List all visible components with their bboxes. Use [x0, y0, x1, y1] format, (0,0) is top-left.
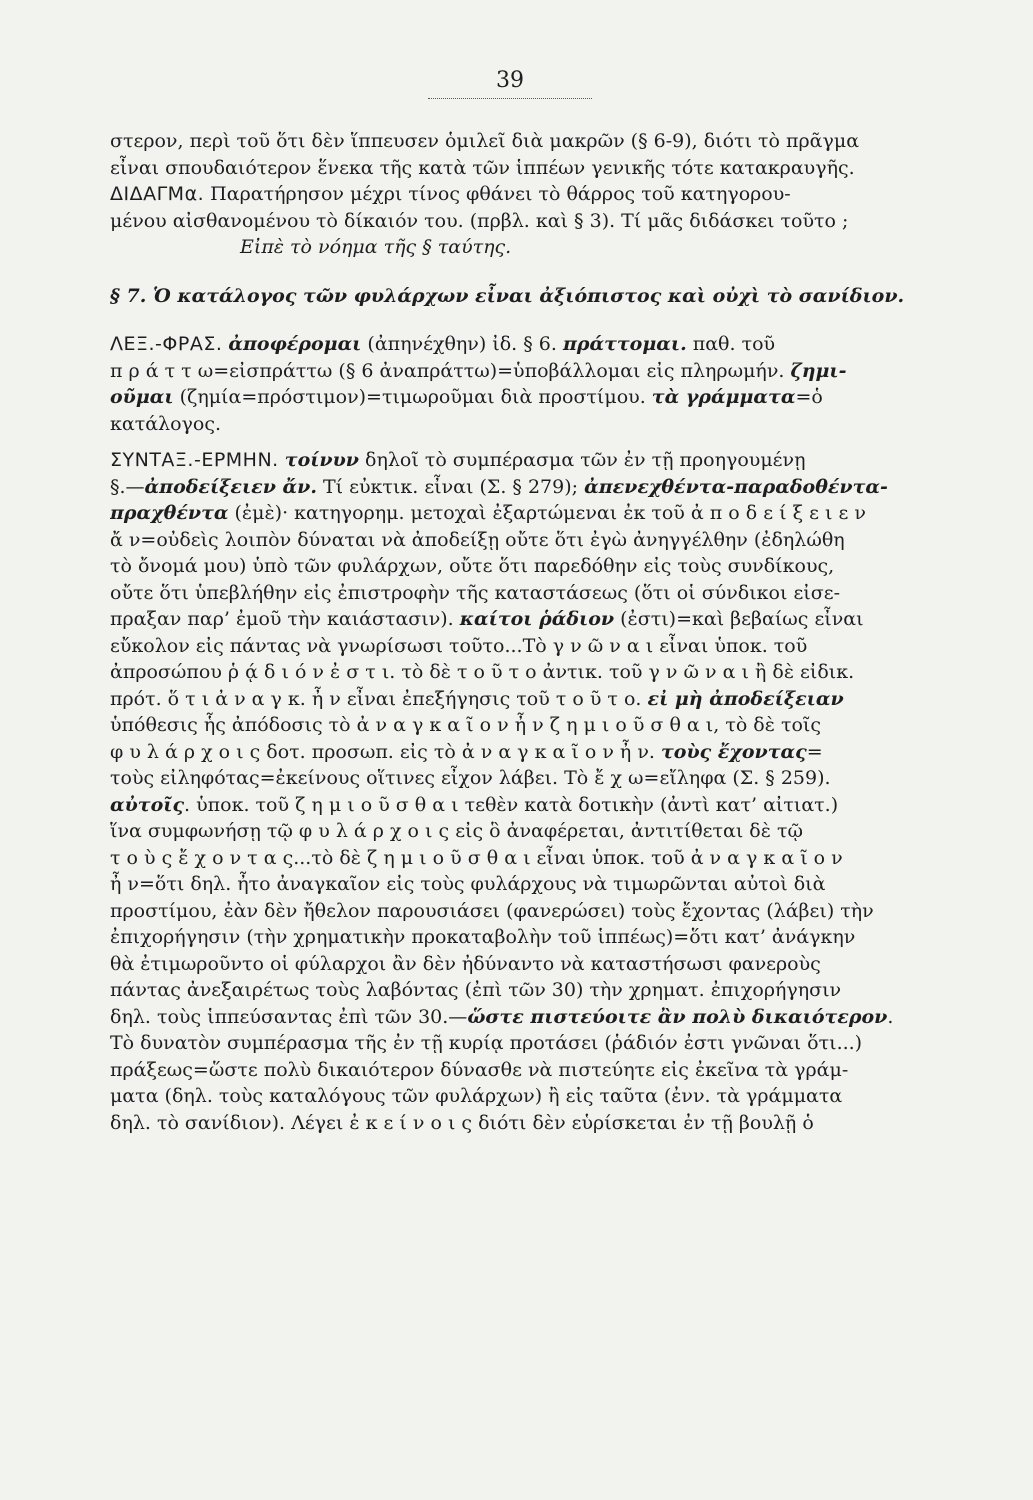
text-line	[110, 924, 930, 951]
text-run: μένου αἰσθανομένου τὸ δίκαιόν του. (πρβλ. καὶ § 3). Τί μᾶς διδάσκει τοῦτο ;	[110, 209, 849, 232]
text-line	[110, 871, 930, 898]
text-run: τὸ ὄνομά μου) ὑπὸ τῶν φυλάρχων, οὔτε ὅτι παρεδόθην εἰς τοὺς συνδίκους,	[110, 555, 835, 577]
bold-italic-run: τοίνυν	[284, 449, 359, 471]
text-run: φ υ λ ά ρ χ ο ι ς δοτ. προσωπ. εἰς τὸ ἀ ν α γ κ α ῖ ο ν ἦ ν.	[110, 740, 661, 763]
body-text	[110, 128, 930, 1136]
text-line	[110, 527, 930, 554]
text-run: ματα (δηλ. τοὺς καταλόγους τῶν φυλάρχων) ἢ εἰς ταῦτα (ἐνν. τὰ γράμματα	[110, 1085, 843, 1107]
bold-italic-run: πραχθέντα	[110, 502, 229, 524]
text-line	[110, 818, 930, 845]
text-run: Τί εὐκτικ. εἶναι (Σ. § 279);	[316, 475, 585, 498]
syntax-line	[110, 447, 930, 474]
text-run: πραξαν παρ’ ἐμοῦ τὴν καιάστασιν).	[110, 608, 460, 630]
text-line	[110, 977, 930, 1004]
text-run: ὑπόθεσις ἧς ἀπόδοσις τὸ ἀ ν α γ κ α ῖ ο ν ἦ ν ζ η μ ι ο ῦ σ θ α ι, τὸ δὲ τοῖς	[110, 714, 822, 736]
text-line	[110, 1004, 930, 1031]
lex-line	[110, 331, 930, 358]
bold-italic-run: τὰ γράμματα	[651, 386, 796, 408]
text-run: Παρατήρησον μέχρι τίνος φθάνει τὸ θάρρος τοῦ κατηγορου-	[204, 183, 791, 205]
bold-italic-run: ἀπενεχθέντα-παραδοθέντα-	[584, 475, 888, 498]
text-line	[110, 792, 930, 819]
text-line	[110, 208, 930, 235]
text-line	[110, 474, 930, 501]
text-run: δηλ. τοὺς ἱππεύσαντας ἐπὶ τῶν 30.—	[110, 1005, 468, 1028]
text-run: ἐπιχορήγησιν (τὴν χρηματικὴν προκαταβολὴν τοῦ ἱππέως)=ὅτι κατ’ ἀνάγκην	[110, 926, 856, 948]
didagma-line	[110, 181, 930, 208]
text-line	[110, 500, 930, 527]
bold-italic-run: ὥστε πιστεύοιτε ἂν πολὺ δικαιότερον	[467, 1005, 888, 1028]
bold-italic-run: καίτοι ῥάδιον	[459, 608, 615, 630]
page-number: 39	[496, 68, 524, 93]
bold-italic-run: ἀποφέρομαι	[228, 333, 362, 355]
bold-italic-run: αὐτοῖς	[110, 793, 185, 816]
text-run: θὰ ἐτιμωροῦντο οἱ φύλαρχοι ἂν δὲν ἠδύναντο νὰ καταστήσωσι φανεροὺς	[110, 952, 821, 975]
text-line	[110, 411, 930, 438]
text-line	[110, 633, 930, 660]
text-run: =	[806, 740, 823, 763]
bold-italic-run: ἀποδείξειεν ἄν.	[144, 475, 317, 498]
text-run: . ὑποκ. τοῦ ζ η μ ι ο ῦ σ θ α ι τεθὲν κατὰ δοτικὴν (ἀντὶ κατ’ αἰτιατ.)	[184, 793, 839, 816]
italic-run: Εἰπὲ τὸ νόημα τῆς § ταύτης.	[240, 236, 512, 258]
text-run: στερον, περὶ τοῦ ὅτι δὲν ἵππευσεν ὁμιλεῖ διὰ μακρῶν (§ 6-9), διότι τὸ πρᾶγμα	[110, 130, 860, 152]
bold-italic-run: τοὺς ἔχοντας	[660, 740, 807, 763]
text-run: §.—	[110, 475, 145, 498]
text-line	[110, 951, 930, 978]
text-run: ἀπροσώπου ῥ ᾴ δ ι ό ν ἐ σ τ ι. τὸ δὲ τ ο ῦ τ ο ἀντικ. τοῦ γ ν ῶ ν α ι ἢ δὲ εἰδικ.	[110, 661, 855, 683]
text-run: εὔκολον εἰς πάντας νὰ γνωρίσωσι τοῦτο...Τὸ γ ν ῶ ν α ι εἶναι ὑποκ. τοῦ	[110, 634, 808, 657]
text-line	[110, 898, 930, 925]
text-run: (ἐμὲ)· κατηγορημ. μετοχαὶ ἐξαρτώμεναι ἐκ τοῦ ἀ π ο δ ε ί ξ ε ι ε ν	[228, 502, 866, 524]
text-line	[110, 1057, 930, 1084]
bold-italic-run: πράττομαι.	[562, 333, 687, 355]
text-line	[110, 234, 930, 261]
text-line	[110, 686, 930, 713]
text-run: πρότ. ὅ τ ι ἀ ν α γ κ. ἦ ν εἶναι ἐπεξήγησις τοῦ τ ο ῦ τ ο.	[110, 687, 648, 710]
text-line	[110, 765, 930, 792]
text-line	[110, 1030, 930, 1057]
text-run: .	[887, 1005, 894, 1028]
text-run: δηλ. τὸ σανίδιον). Λέγει ἐ κ ε ί ν ο ι ς διότι δὲν εὑρίσκεται ἐν τῇ βουλῇ ὁ	[110, 1111, 814, 1134]
text-run: προστίμου, ἐὰν δὲν ἤθελον παρουσιάσει (φανερώσει) τοὺς ἔχοντας (λάβει) τὴν	[110, 899, 874, 922]
text-line	[110, 1083, 930, 1110]
text-line	[110, 580, 930, 607]
text-run: ἄ ν=οὐδεὶς λοιπὸν δύναται νὰ ἀποδείξῃ οὔτε ὅτι ἐγὼ ἀνηγγέλθην (ἐδηλώθη	[110, 528, 845, 551]
text-line	[110, 739, 930, 766]
text-line	[110, 553, 930, 580]
text-run: κατάλογος.	[110, 412, 222, 435]
text-run: Τὸ δυνατὸν συμπέρασμα τῆς ἐν τῇ κυρίᾳ προτάσει (ῥάδιόν ἐστι γνῶναι ὅτι...)	[110, 1032, 863, 1054]
section-title-text: § 7. Ὁ κατάλογος τῶν φυλάρχων εἶναι ἀξιόπιστος καὶ οὐχὶ τὸ σανίδιον.	[110, 284, 905, 307]
text-run: (ἐστι)=καὶ βεβαίως εἶναι	[614, 608, 864, 630]
text-line	[110, 358, 930, 385]
text-run: εἶναι σπουδαιότερον ἕνεκα τῆς κατὰ τῶν ἱππέων γενικῆς τότε κατακραυγῆς.	[110, 156, 855, 179]
text-run: τ ο ὺ ς ἔ χ ο ν τ α ς...τὸ δὲ ζ η μ ι ο ῦ σ θ α ι εἶναι ὑποκ. τοῦ ἀ ν α γ κ α ῖ ο ν	[110, 846, 843, 869]
text-run: πράξεως=ὥστε πολὺ δικαιότερον δύνασθε νὰ πιστεύητε εἰς ἐκεῖνα τὰ γράμ-	[110, 1058, 849, 1081]
text-line	[110, 1110, 930, 1137]
text-run: ἵνα συμφωνήσῃ τῷ φ υ λ ά ρ χ ο ι ς εἰς ὃ ἀναφέρεται, ἀντιτίθεται δὲ τῷ	[110, 820, 803, 842]
bold-italic-run: οῦμαι	[110, 386, 174, 408]
section-heading: ΣΥΝΤΑΞ.-ΕΡΜΗΝ.	[110, 449, 279, 471]
text-run: (ζημία=πρόστιμον)=τιμωροῦμαι διὰ προστίμου.	[173, 386, 652, 408]
text-line	[110, 155, 930, 182]
text-run: =ὁ	[795, 386, 823, 408]
text-run: δηλοῖ τὸ συμπέρασμα τῶν ἐν τῇ προηγουμένῃ	[358, 449, 806, 471]
text-run: παθ. τοῦ	[686, 333, 776, 355]
bold-italic-run: ζημι-	[790, 359, 847, 382]
text-run: οὔτε ὅτι ὑπεβλήθην εἰς ἐπιστροφὴν τῆς καταστάσεως (ὅτι οἱ σύνδικοι εἰσε-	[110, 581, 840, 604]
text-run: π ρ ά τ τ ω=εἰσπράττω (§ 6 ἀναπράττω)=ὑποβάλλομαι εἰς πληρωμήν.	[110, 359, 791, 382]
text-line	[110, 712, 930, 739]
text-run: ἦ ν=ὅτι δηλ. ἦτο ἀναγκαῖον εἰς τοὺς φυλάρχους νὰ τιμωρῶνται αὐτοὶ διὰ	[110, 873, 826, 895]
text-run: πάντας ἀνεξαιρέτως τοὺς λαβόντας (ἐπὶ τῶν 30) τὴν χρηματ. ἐπιχορήγησιν	[110, 979, 842, 1001]
bold-italic-run: εἰ μὴ ἀποδείξειαν	[647, 687, 844, 710]
section-title	[110, 283, 930, 310]
text-line	[110, 606, 930, 633]
text-line	[110, 845, 930, 872]
text-line	[110, 128, 930, 155]
text-line	[110, 384, 930, 411]
page-number-rule	[428, 98, 592, 99]
text-line	[110, 659, 930, 686]
section-heading: ΛΕΞ.-ΦΡΑΣ.	[110, 333, 223, 355]
text-run: τοὺς εἰληφότας=ἐκείνους οἵτινες εἶχον λάβει. Τὸ ἔ χ ω=εἴληφα (Σ. § 259).	[110, 767, 831, 789]
text-run: (ἀπηνέχθην) ἰδ. § 6.	[361, 333, 563, 355]
section-heading: ΔΙΔΑΓΜα.	[110, 183, 205, 205]
